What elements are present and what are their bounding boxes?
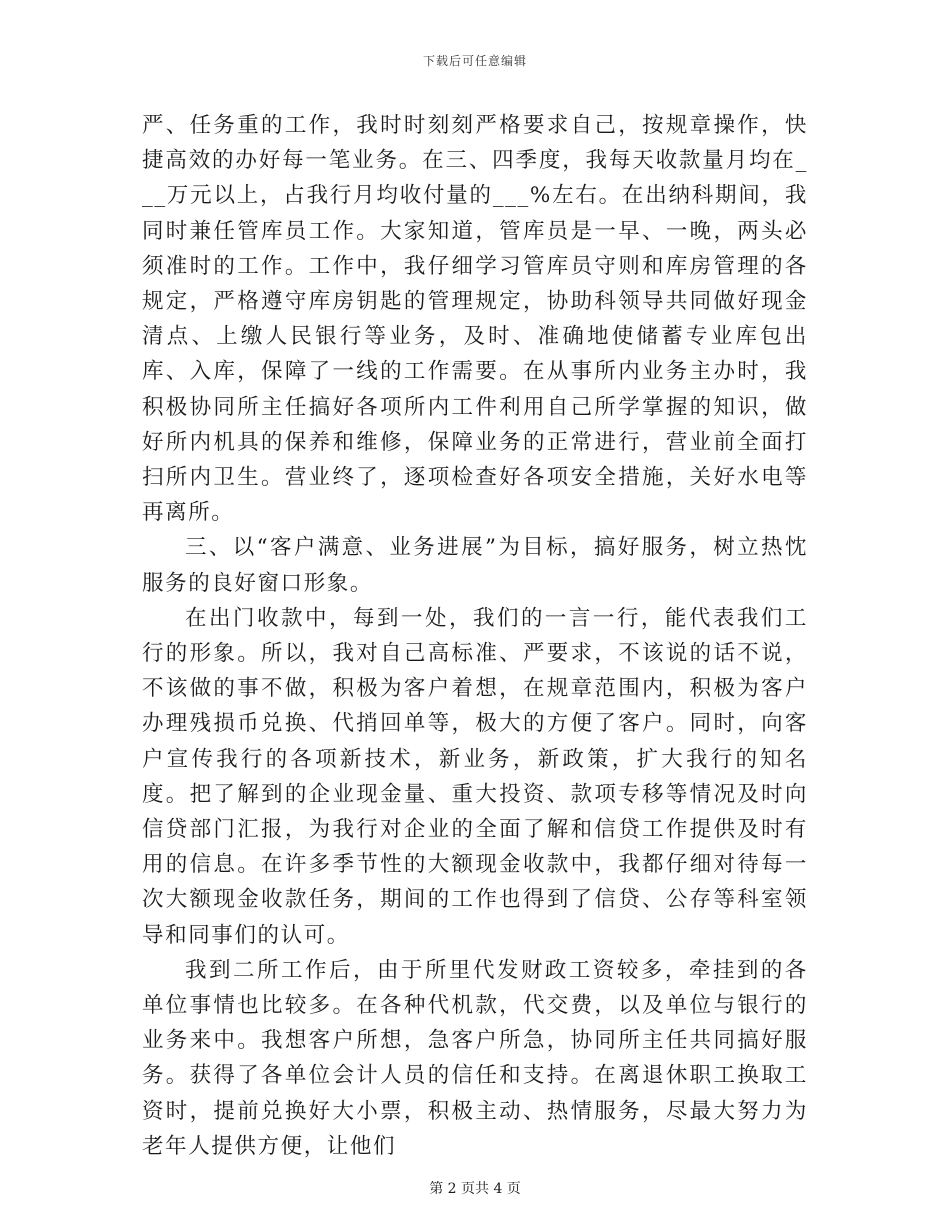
paragraph-2-heading: 三、以“客户满意、业务进展”为目标，搞好服务，树立热忱服务的良好窗口形象。 [142,535,808,596]
paragraph-1: 严、任务重的工作，我时时刻刻严格要求自己，按规章操作，快捷高效的办好每一笔业务。在三、四季度，我每天收款量月均在___万元以上，占我行月均收付量的___%左右。在出纳科期间，我同时兼任管库员工作。大家知道，管库员是一早、一晚，两头必须准时的工作。工作中，我仔细学习管库员守则和库房管理的各规定，严格遵守库房钥匙的管理规定，协助科领导共同做好现金清点、上缴人民银行等业务，及时、准确地使储蓄专业库包出库、入库，保障了一线的工作需要。在从事所内业务主办时，我积极协同所主任搞好各项所内工件利用自己所学掌握的知识，做好所内机具的保养和维修，保障业务的正常进行，营业前全面打扫所内卫生。营业终了，逐项检查好各项安全措施，关好水电等再离所。 [142,113,808,526]
page-number-footer: 第 2 页共 4 页 [429,1181,521,1197]
page-header-note: 下载后可任意编辑 [422,54,527,68]
paragraph-3: 在出门收款中，每到一处，我们的一言一行，能代表我们工行的形象。所以，我对自己高标准、严要求，不该说的话不说，不该做的事不做，积极为客户着想，在规章范围内，积极为客户办理残损币兑换、代捎回单等，极大的方便了客户。同时，向客户宣传我行的各项新技术，新业务，新政策，扩大我行的知名度。把了解到的企业现金量、重大投资、款项专移等情况及时向信贷部门汇报，为我行对企业的全面了解和信贷工作提供及时有用的信息。在许多季节性的大额现金收款中，我都仔细对待每一次大额现金收款任务，期间的工作也得到了信贷、公存等科室领导和同事们的认可。 [142,605,808,948]
paragraph-4: 我到二所工作后，由于所里代发财政工资较多，牵挂到的各单位事情也比较多。在各种代机款，代交费，以及单位与银行的业务来中。我想客户所想，急客户所急，协同所主任共同搞好服务。获得了各单位会计人员的信任和支持。在离退休职工换取工资时，提前兑换好大小票，积极主动、热情服务，尽最大努力为老年人提供方便，让他们 [142,957,808,1159]
document-body [142,108,808,1164]
